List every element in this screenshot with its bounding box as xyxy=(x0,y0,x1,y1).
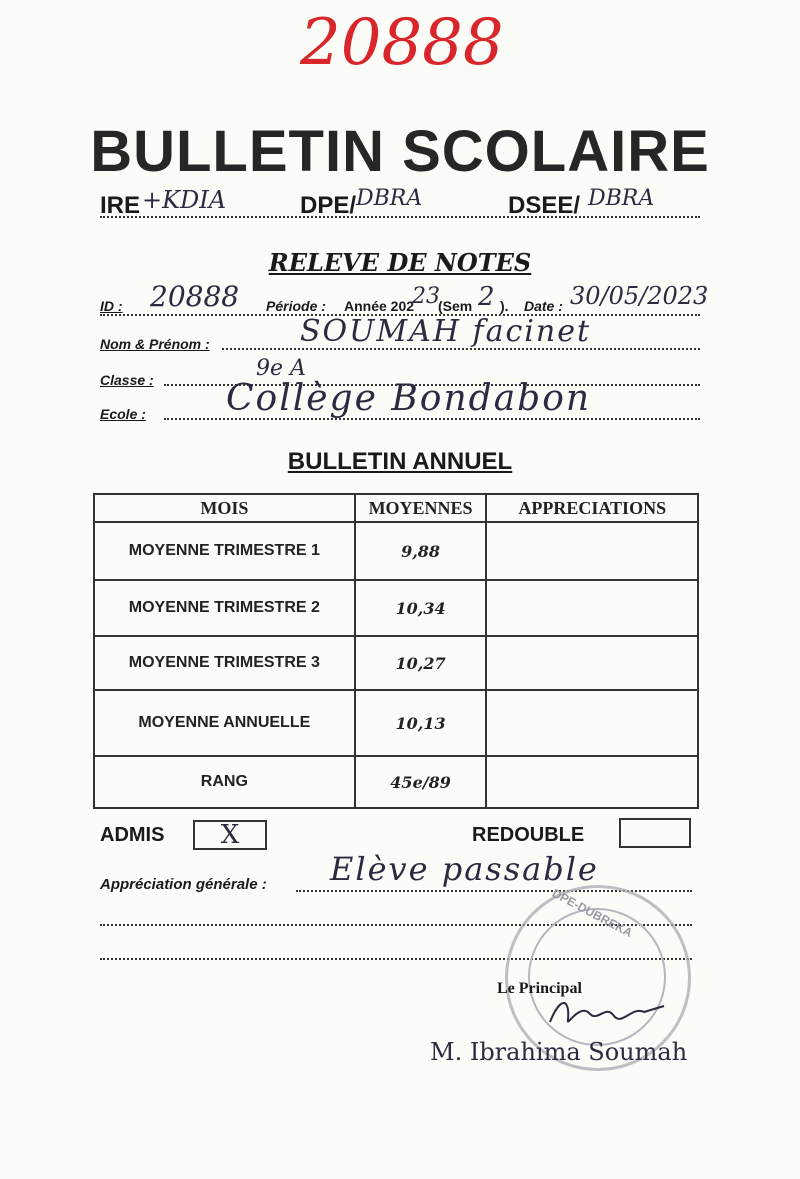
row-label: RANG xyxy=(94,756,355,808)
annee-value: 23 xyxy=(412,284,440,309)
sem-label: (Sem xyxy=(438,298,473,314)
ecole-label: Ecole : xyxy=(100,406,146,422)
row-appreciation xyxy=(486,522,698,580)
sem-close: ). xyxy=(500,298,509,314)
header-moyennes: MOYENNES xyxy=(355,494,487,522)
principal-signature xyxy=(540,992,670,1032)
ecole-value: Collège Bondabon xyxy=(226,378,592,419)
redouble-checkbox xyxy=(619,818,691,848)
classe-label: Classe : xyxy=(100,372,154,388)
sem-value: 2 xyxy=(478,282,495,312)
row-label: MOYENNE TRIMESTRE 2 xyxy=(94,580,355,636)
annuel-title: BULLETIN ANNUEL xyxy=(287,448,513,475)
row-value: 9,88 xyxy=(355,522,487,580)
ecole-underline xyxy=(164,418,700,420)
nom-underline xyxy=(222,348,700,350)
dpe-value: DBRA xyxy=(356,186,423,211)
id-label: ID : xyxy=(100,298,123,314)
appreciation-label: Appréciation générale : xyxy=(100,876,267,893)
nom-value: SOUMAH facinet xyxy=(300,314,592,349)
table-row xyxy=(94,522,698,580)
id-value: 20888 xyxy=(150,280,240,313)
row-value: 10,13 xyxy=(355,690,487,756)
row-value: 10,27 xyxy=(355,636,487,690)
table-row xyxy=(94,690,698,756)
row-appreciation xyxy=(486,636,698,690)
admis-checkbox xyxy=(193,820,267,850)
appreciation-value: Elève passable xyxy=(330,850,599,888)
releve-title: RELEVE DE NOTES xyxy=(268,248,532,277)
table-header-row xyxy=(94,494,698,522)
table-row xyxy=(94,580,698,636)
dsee-label: DSEE/ xyxy=(508,192,581,219)
table-row xyxy=(94,756,698,808)
header-underline xyxy=(100,216,700,218)
dpe-label: DPE/ xyxy=(300,192,357,219)
dsee-value: DBRA xyxy=(588,186,655,211)
nom-label: Nom & Prénom : xyxy=(100,336,210,352)
ire-label: IRE xyxy=(100,192,141,219)
periode-label: Période : xyxy=(266,298,326,314)
row-label: MOYENNE TRIMESTRE 1 xyxy=(94,522,355,580)
row-value: 45e/89 xyxy=(355,756,487,808)
annee-text: Année 202 xyxy=(344,298,415,314)
admis-mark: X xyxy=(220,820,240,850)
header-mois: MOIS xyxy=(94,494,355,522)
row-label: MOYENNE TRIMESTRE 3 xyxy=(94,636,355,690)
page-title: BULLETIN SCOLAIRE xyxy=(90,119,710,184)
document-number: 20888 xyxy=(300,6,504,80)
principal-name: M. Ibrahima Soumah xyxy=(430,1038,688,1066)
ire-value: +KDIA xyxy=(142,186,227,214)
date-value: 30/05/2023 xyxy=(570,282,709,310)
row-appreciation xyxy=(486,690,698,756)
principal-label: Le Principal xyxy=(497,980,582,997)
redouble-label: REDOUBLE xyxy=(472,824,585,846)
admis-label: ADMIS xyxy=(100,824,165,846)
classe-value: 9e A xyxy=(256,356,306,381)
grades-table xyxy=(93,493,699,809)
table-row xyxy=(94,636,698,690)
row-appreciation xyxy=(486,756,698,808)
stamp-text: DPE-DUBREKA xyxy=(549,886,635,940)
header-appreciations: APPRECIATIONS xyxy=(486,494,698,522)
row-appreciation xyxy=(486,580,698,636)
date-label: Date : xyxy=(524,298,563,314)
row-label: MOYENNE ANNUELLE xyxy=(94,690,355,756)
id-row xyxy=(100,280,709,318)
row-value: 10,34 xyxy=(355,580,487,636)
